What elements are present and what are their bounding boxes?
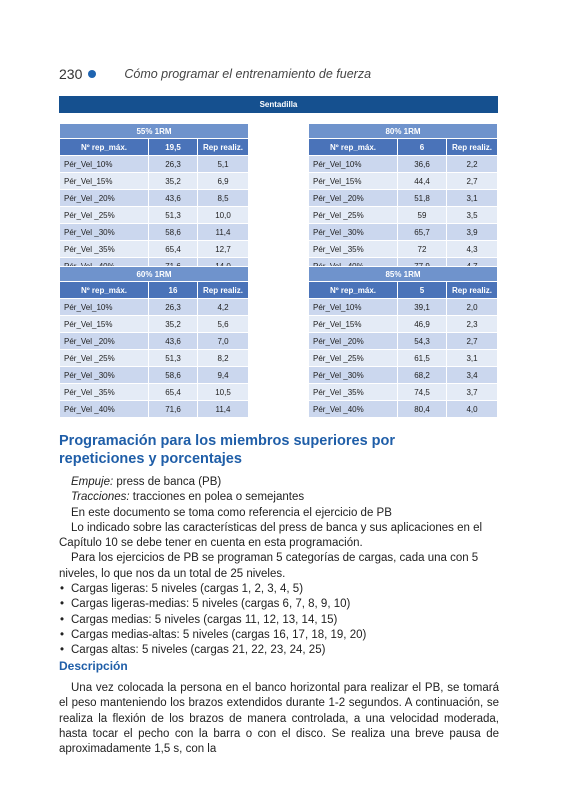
table-row [309, 299, 498, 316]
page-header [59, 66, 371, 82]
cell: 3,1 [447, 350, 498, 367]
cell: Pér_Vel _20% [60, 333, 149, 350]
cell: 39,1 [398, 299, 447, 316]
cell: Pér_Vel _20% [60, 190, 149, 207]
table-row [60, 156, 249, 173]
cell: Pér_Vel_15% [60, 316, 149, 333]
section-body [59, 475, 499, 659]
empuje-text: press de banca (PB) [113, 476, 222, 488]
list-item: • Cargas altas: 5 niveles (cargas 21, 22, 23, 24, 25) [59, 643, 499, 658]
cell: Pér_Vel_15% [60, 173, 149, 190]
cell: 2,0 [447, 299, 498, 316]
list-item: • Cargas ligeras: 5 niveles (cargas 1, 2, 3, 4, 5) [59, 582, 499, 597]
col-header: Nº rep_máx. [309, 139, 398, 156]
cell: 3,5 [447, 207, 498, 224]
cell: 65,7 [398, 224, 447, 241]
table-row [60, 316, 249, 333]
table-row [309, 367, 498, 384]
col-header: 16 [149, 282, 198, 299]
descripcion-body [59, 681, 499, 757]
table-80-1rm [308, 123, 498, 275]
cell: 5,1 [198, 156, 249, 173]
col-header: Nº rep_máx. [60, 139, 149, 156]
table-caption: 85% 1RM [309, 267, 498, 282]
table-row [60, 367, 249, 384]
cell: 74,5 [398, 384, 447, 401]
cell: Pér_Vel _40% [60, 401, 149, 418]
col-header: 5 [398, 282, 447, 299]
cell: 72 [398, 241, 447, 258]
cell: 26,3 [149, 156, 198, 173]
cell: 3,9 [447, 224, 498, 241]
table-row [60, 207, 249, 224]
table-row [60, 333, 249, 350]
table-row [309, 241, 498, 258]
col-header: Rep realiz. [198, 139, 249, 156]
cell: 2,7 [447, 333, 498, 350]
col-header: 19,5 [149, 139, 198, 156]
cell: Pér_Vel _25% [309, 207, 398, 224]
cell: 46,9 [398, 316, 447, 333]
cell: 36,6 [398, 156, 447, 173]
cell: Pér_Vel _30% [60, 224, 149, 241]
table-caption: 55% 1RM [60, 124, 249, 139]
cell: 71,6 [149, 401, 198, 418]
paragraph: Lo indicado sobre las características del press de banca y sus aplicaciones en el Capítulo 10 se debe tener en cuenta en esta programación. [59, 521, 483, 550]
cell: 8,5 [198, 190, 249, 207]
cell: Pér_Vel _35% [60, 241, 149, 258]
cell: 3,7 [447, 384, 498, 401]
bullet-dot-icon [88, 70, 96, 78]
cell: Pér_Vel _30% [60, 367, 149, 384]
table-row [60, 224, 249, 241]
cell: Pér_Vel _35% [60, 384, 149, 401]
table-row [309, 333, 498, 350]
cell: 58,6 [149, 367, 198, 384]
page-number: 230 [59, 66, 83, 82]
running-title: Cómo programar el entrenamiento de fuerza [124, 67, 372, 81]
table-row [60, 190, 249, 207]
cell: 4,0 [447, 401, 498, 418]
paragraph: En este documento se toma como referencia el ejercicio de PB [71, 506, 392, 519]
cell: 59 [398, 207, 447, 224]
cell: 35,2 [149, 173, 198, 190]
load-categories-list [59, 582, 499, 658]
table-title: Sentadilla [59, 96, 498, 113]
cell: Pér_Vel _40% [309, 401, 398, 418]
cell: 61,5 [398, 350, 447, 367]
cell: 6,9 [198, 173, 249, 190]
col-header: Rep realiz. [198, 282, 249, 299]
cell: Pér_Vel_10% [60, 156, 149, 173]
table-row [60, 350, 249, 367]
table-row [60, 299, 249, 316]
cell: 51,3 [149, 350, 198, 367]
empuje-label: Empuje: [71, 476, 114, 488]
cell: 2,7 [447, 173, 498, 190]
table-row [309, 316, 498, 333]
table-60-1rm [59, 266, 249, 418]
col-header: Rep realiz. [447, 282, 498, 299]
table-row [309, 207, 498, 224]
cell: 65,4 [149, 384, 198, 401]
cell: Pér_Vel_15% [309, 316, 398, 333]
cell: 7,0 [198, 333, 249, 350]
table-row [309, 350, 498, 367]
section-heading: Programación para los miembros superiores por repeticiones y porcentajes [59, 433, 396, 467]
cell: 8,2 [198, 350, 249, 367]
table-row [60, 173, 249, 190]
cell: 11,4 [198, 224, 249, 241]
cell: 12,7 [198, 241, 249, 258]
cell: Pér_Vel _20% [309, 333, 398, 350]
cell: 4,2 [198, 299, 249, 316]
cell: 43,6 [149, 333, 198, 350]
table-caption: 60% 1RM [60, 267, 249, 282]
cell: 26,3 [149, 299, 198, 316]
cell: 35,2 [149, 316, 198, 333]
cell: 5,6 [198, 316, 249, 333]
cell: 2,3 [447, 316, 498, 333]
cell: Pér_Vel _25% [60, 207, 149, 224]
cell: 51,8 [398, 190, 447, 207]
table-row [309, 224, 498, 241]
table-row [309, 401, 498, 418]
cell: 10,5 [198, 384, 249, 401]
cell: Pér_Vel_10% [309, 156, 398, 173]
cell: Pér_Vel _30% [309, 224, 398, 241]
cell: Pér_Vel_10% [309, 299, 398, 316]
paragraph: Una vez colocada la persona en el banco horizontal para realizar el PB, se tomará el peso manteniendo los brazos extendidos durante 1-2 segundos. A continuación, se realiza la flexión de los brazos de manera controlada, a una velocidad moderada, hasta tocar el pecho con la barra o con el disco. Se realiza una breve pausa de aproximadamente 1,5 s, con la [59, 682, 499, 756]
empuje-line [59, 475, 499, 490]
col-header: 6 [398, 139, 447, 156]
cell: 68,2 [398, 367, 447, 384]
table-row [309, 156, 498, 173]
list-item: • Cargas ligeras-medias: 5 niveles (cargas 6, 7, 8, 9, 10) [59, 597, 499, 612]
table-caption: 80% 1RM [309, 124, 498, 139]
table-55-1rm [59, 123, 249, 275]
table-row [309, 173, 498, 190]
cell: Pér_Vel_15% [309, 173, 398, 190]
cell: Pér_Vel _25% [309, 350, 398, 367]
col-header: Rep realiz. [447, 139, 498, 156]
cell: 43,6 [149, 190, 198, 207]
cell: Pér_Vel _35% [309, 384, 398, 401]
list-item: • Cargas medias-altas: 5 niveles (cargas 16, 17, 18, 19, 20) [59, 628, 499, 643]
cell: 4,3 [447, 241, 498, 258]
col-header: Nº rep_máx. [60, 282, 149, 299]
table-row [60, 384, 249, 401]
col-header: Nº rep_máx. [309, 282, 398, 299]
table-85-1rm [308, 266, 498, 418]
table-row [309, 384, 498, 401]
cell: 10,0 [198, 207, 249, 224]
cell: 11,4 [198, 401, 249, 418]
cell: 65,4 [149, 241, 198, 258]
tracciones-label: Tracciones: [71, 491, 130, 504]
descripcion-heading: Descripción [59, 659, 128, 673]
cell: 54,3 [398, 333, 447, 350]
cell: 3,1 [447, 190, 498, 207]
list-item: • Cargas medias: 5 niveles (cargas 11, 12, 13, 14, 15) [59, 613, 499, 628]
cell: 2,2 [447, 156, 498, 173]
tracciones-text: tracciones en polea o semejantes [129, 491, 305, 504]
table-row [60, 241, 249, 258]
cell: 3,4 [447, 367, 498, 384]
tracciones-line [59, 490, 499, 505]
table-row [309, 190, 498, 207]
cell: 9,4 [198, 367, 249, 384]
cell: 80,4 [398, 401, 447, 418]
cell: 51,3 [149, 207, 198, 224]
cell: Pér_Vel _20% [309, 190, 398, 207]
cell: 44,4 [398, 173, 447, 190]
cell: Pér_Vel _25% [60, 350, 149, 367]
table-row [60, 401, 249, 418]
cell: 58,6 [149, 224, 198, 241]
paragraph: Para los ejercicios de PB se programan 5 categorías de cargas, cada una con 5 niveles, lo que nos da un total de 25 niveles. [59, 552, 479, 580]
cell: Pér_Vel _30% [309, 367, 398, 384]
cell: Pér_Vel _35% [309, 241, 398, 258]
cell: Pér_Vel_10% [60, 299, 149, 316]
